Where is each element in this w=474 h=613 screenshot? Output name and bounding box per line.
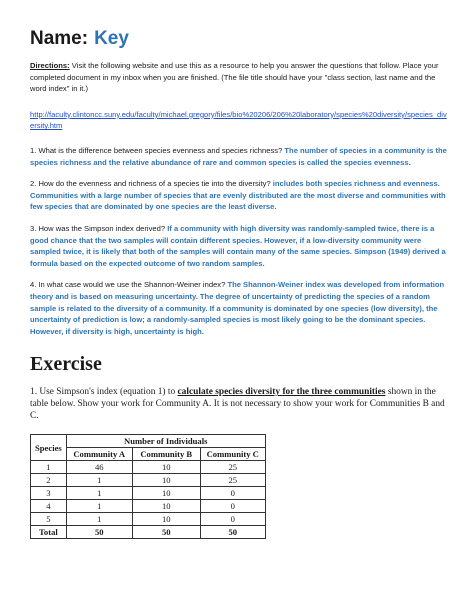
cell-b: 10 (132, 461, 200, 474)
cell-c: 25 (200, 474, 265, 487)
cell-a: 1 (66, 474, 132, 487)
cell-c: 0 (200, 500, 265, 513)
cell-a: 46 (66, 461, 132, 474)
cell-b: 10 (132, 487, 200, 500)
resource-link[interactable]: http://faculty.clintoncc.suny.edu/faculty/michael.gregory/files/bio%20206/206%20laboratory/species%20diversity/species_diversity.htm (30, 109, 447, 131)
cell-a: 1 (66, 500, 132, 513)
instr-pre: 1. Use Simpson's index (equation 1) to (30, 387, 178, 398)
question-3 (30, 223, 448, 269)
cell-a: 1 (66, 487, 132, 500)
table-subheader-row (31, 448, 266, 461)
table-total-row (31, 526, 266, 539)
question-text: 1. What is the difference between species evenness and species richness? (30, 145, 283, 155)
exercise-heading: Exercise (30, 353, 102, 376)
cell-total-label: Total (31, 526, 67, 539)
question-text: 3. How was the Simpson index derived? (30, 223, 166, 233)
cell-total-a: 50 (66, 526, 132, 539)
cell-b: 10 (132, 500, 200, 513)
cell-b: 10 (132, 513, 200, 526)
col-community-a: Community A (66, 448, 132, 461)
directions-text: Visit the following website and use this as a resource to help you answer the questions that follow. Place your completed document in my inbox when you are finished. (The file title should have your "class section, last name and the word index" in it.) (30, 61, 439, 94)
name-value: Key (94, 28, 129, 49)
question-4 (30, 279, 448, 337)
table-row (31, 500, 266, 513)
instr-post: shown in the table below. Show your work for Community A. It is not necessary to show your work for Communities B and C. (30, 387, 445, 422)
table-row (31, 487, 266, 500)
answer-text: If a community with high diversity was randomly-sampled twice, there is a good chance that the two samples will contain different species. However, if a low-diversity community were sampled twice, it is likely that both of the samples will contain many of the same species. Simpson (1949) derived a formula based on the expected outcome of two random samples. (30, 223, 446, 268)
cell-total-b: 50 (132, 526, 200, 539)
name-line (30, 28, 448, 50)
directions-paragraph (30, 60, 448, 132)
cell-species: 2 (31, 474, 67, 487)
cell-c: 25 (200, 461, 265, 474)
cell-species: 3 (31, 487, 67, 500)
cell-total-c: 50 (200, 526, 265, 539)
question-text: 4. In what case would we use the Shannon-Weiner index? (30, 280, 226, 290)
cell-a: 1 (66, 513, 132, 526)
exercise-instructions (30, 386, 448, 422)
cell-b: 10 (132, 474, 200, 487)
answer-text: The number of species in a community is the species richness and the relative abundance of rare and common species is called the species evenness. (30, 145, 447, 167)
table-row (31, 513, 266, 526)
col-community-b: Community B (132, 448, 200, 461)
cell-c: 0 (200, 513, 265, 526)
cell-c: 0 (200, 487, 265, 500)
group-header: Number of Individuals (66, 435, 265, 448)
cell-species: 5 (31, 513, 67, 526)
question-1 (30, 145, 448, 168)
table-row (31, 474, 266, 487)
cell-species: 4 (31, 500, 67, 513)
directions-label: Directions: (30, 61, 70, 70)
question-2 (30, 178, 448, 213)
answer-text: The Shannon-Weiner index was developed from information theory and is based on measuring uncertainty. The degree of uncertainty of predicting the species of a random sample is related to the diversity of a community. If a community is dominated by one species (low diversity), the uncertainty of prediction is low; a randomly-sampled species is most likely going to be the dominant species. However, if diversity is high, uncertainty is high. (30, 280, 445, 336)
table-row (31, 461, 266, 474)
individuals-table (30, 434, 266, 539)
name-label: Name: (30, 28, 89, 49)
species-header: Species (31, 435, 67, 461)
question-text: 2. How do the evenness and richness of a species tie into the diversity? (30, 179, 271, 189)
answer-text: includes both species richness and evenness. Communities with a large number of species that are evenly distributed are the most diverse and communities with few species that are dominated by one species are the least diverse. (30, 179, 446, 212)
col-community-c: Community C (200, 448, 265, 461)
instr-emphasis: calculate species diversity for the three communities (177, 387, 386, 398)
cell-species: 1 (31, 461, 67, 474)
table-header-row (31, 435, 266, 448)
